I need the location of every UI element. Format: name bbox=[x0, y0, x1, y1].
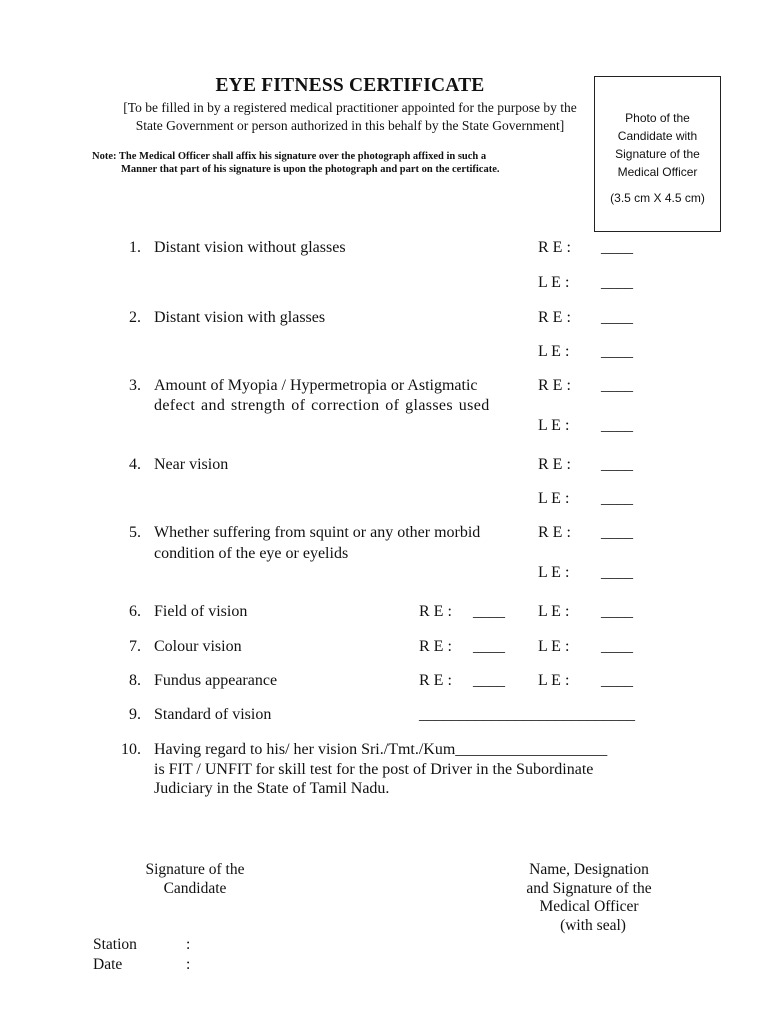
date-label: Date bbox=[93, 956, 123, 973]
intro-line-1: [To be filled in by a registered medical practitioner appointed for the purpose by the bbox=[123, 100, 577, 115]
item-10-number: 10. bbox=[121, 741, 141, 758]
candidate-signature-label bbox=[120, 861, 270, 898]
item-5-re-label: R E : bbox=[538, 524, 571, 541]
item-5-le-label: L E : bbox=[538, 564, 570, 581]
item-2-number: 2. bbox=[129, 309, 141, 326]
item-4-re-blank[interactable]: ____ bbox=[601, 456, 633, 473]
item-6-re-blank[interactable]: ____ bbox=[473, 603, 505, 620]
photo-box bbox=[594, 76, 721, 232]
item-4-text: Near vision bbox=[154, 456, 229, 473]
item-1-text: Distant vision without glasses bbox=[154, 239, 346, 256]
item-8-number: 8. bbox=[129, 672, 141, 689]
photo-dimensions: (3.5 cm X 4.5 cm) bbox=[610, 191, 705, 205]
item-8-text: Fundus appearance bbox=[154, 672, 278, 689]
item-7-text: Colour vision bbox=[154, 638, 242, 655]
item-10-text-line-1: Having regard to his/ her vision Sri./Tmt./Kum___________________ bbox=[154, 741, 608, 758]
officer-signature-line-1: Name, Designation bbox=[529, 861, 649, 878]
item-3-re-label: R E : bbox=[538, 377, 571, 394]
item-6-re-label: R E : bbox=[419, 603, 452, 620]
item-10-text-line-2: is FIT / UNFIT for skill test for the post of Driver in the Subordinate bbox=[154, 761, 594, 778]
item-4-le-blank[interactable]: ____ bbox=[601, 490, 633, 507]
item-5-re-blank[interactable]: ____ bbox=[601, 524, 633, 541]
officer-signature-line-2: and Signature of the bbox=[526, 879, 652, 897]
item-5-le-blank[interactable]: ____ bbox=[601, 564, 633, 581]
date-colon[interactable]: : bbox=[186, 956, 191, 973]
photo-caption-line-3: Signature of the bbox=[615, 147, 700, 161]
item-8-le-label: L E : bbox=[538, 672, 570, 689]
item-7-le-label: L E : bbox=[538, 638, 570, 655]
item-7-le-blank[interactable]: ____ bbox=[601, 638, 633, 655]
item-3-text-line-2: defect and strength of correction of glasses used bbox=[154, 397, 490, 414]
item-5-text-line-1: Whether suffering from squint or any other morbid bbox=[154, 524, 481, 541]
photo-caption-line-1: Photo of the bbox=[625, 111, 690, 125]
item-10-text-line-3: Judiciary in the State of Tamil Nadu. bbox=[154, 780, 390, 797]
item-1-le-blank[interactable]: ____ bbox=[601, 274, 633, 291]
item-3-number: 3. bbox=[129, 377, 141, 394]
item-4-le-label: L E : bbox=[538, 490, 570, 507]
item-2-re-label: R E : bbox=[538, 309, 571, 326]
item-5-text-line-2: condition of the eye or eyelids bbox=[154, 545, 349, 562]
item-6-text: Field of vision bbox=[154, 603, 248, 620]
item-9-number: 9. bbox=[129, 706, 141, 723]
item-6-le-blank[interactable]: ____ bbox=[601, 603, 633, 620]
item-5-number: 5. bbox=[129, 524, 141, 541]
photo-caption-line-2: Candidate with bbox=[617, 129, 698, 143]
item-6-number: 6. bbox=[129, 603, 141, 620]
officer-signature-line-3: Medical Officer bbox=[539, 898, 639, 915]
item-2-re-blank[interactable]: ____ bbox=[601, 309, 633, 326]
item-3-text-line-1: Amount of Myopia / Hypermetropia or Astigmatic bbox=[154, 377, 478, 394]
item-3-le-blank[interactable]: ____ bbox=[601, 417, 633, 434]
item-2-le-label: L E : bbox=[538, 343, 570, 360]
item-2-le-blank[interactable]: ____ bbox=[601, 343, 633, 360]
item-1-le-label: L E : bbox=[538, 274, 570, 291]
item-4-number: 4. bbox=[129, 456, 141, 473]
item-2-text: Distant vision with glasses bbox=[154, 309, 326, 326]
note-line-1: Note: The Medical Officer shall affix his signature over the photograph affixed in such a bbox=[92, 151, 487, 162]
intro-line-2: State Government or person authorized in this behalf by the State Government] bbox=[135, 117, 565, 133]
item-1-re-blank[interactable]: ____ bbox=[601, 239, 633, 256]
certificate-title: EYE FITNESS CERTIFICATE bbox=[215, 75, 485, 96]
station-label: Station bbox=[93, 936, 137, 953]
item-7-re-blank[interactable]: ____ bbox=[473, 638, 505, 655]
item-7-number: 7. bbox=[129, 638, 141, 655]
item-8-re-blank[interactable]: ____ bbox=[473, 672, 505, 689]
item-8-re-label: R E : bbox=[419, 672, 452, 689]
item-4-re-label: R E : bbox=[538, 456, 571, 473]
item-3-re-blank[interactable]: ____ bbox=[601, 377, 633, 394]
item-1-re-label: R E : bbox=[538, 239, 571, 256]
item-3-le-label: L E : bbox=[538, 417, 570, 434]
item-9-text: Standard of vision bbox=[154, 706, 272, 723]
item-7-re-label: R E : bbox=[419, 638, 452, 655]
photo-caption bbox=[595, 109, 720, 181]
item-8-le-blank[interactable]: ____ bbox=[601, 672, 633, 689]
candidate-signature-line-2: Candidate bbox=[163, 879, 227, 897]
note-line-2: Manner that part of his signature is upon the photograph and part on the certificate. bbox=[121, 164, 500, 175]
item-1-number: 1. bbox=[129, 239, 141, 256]
photo-caption-line-4: Medical Officer bbox=[617, 165, 698, 179]
item-9-blank[interactable]: ___________________________ bbox=[419, 706, 635, 723]
officer-signature-label bbox=[504, 861, 674, 935]
station-colon[interactable]: : bbox=[186, 936, 191, 953]
officer-signature-line-4: (with seal) bbox=[560, 916, 626, 934]
candidate-signature-line-1: Signature of the bbox=[145, 861, 245, 878]
item-6-le-label: L E : bbox=[538, 603, 570, 620]
